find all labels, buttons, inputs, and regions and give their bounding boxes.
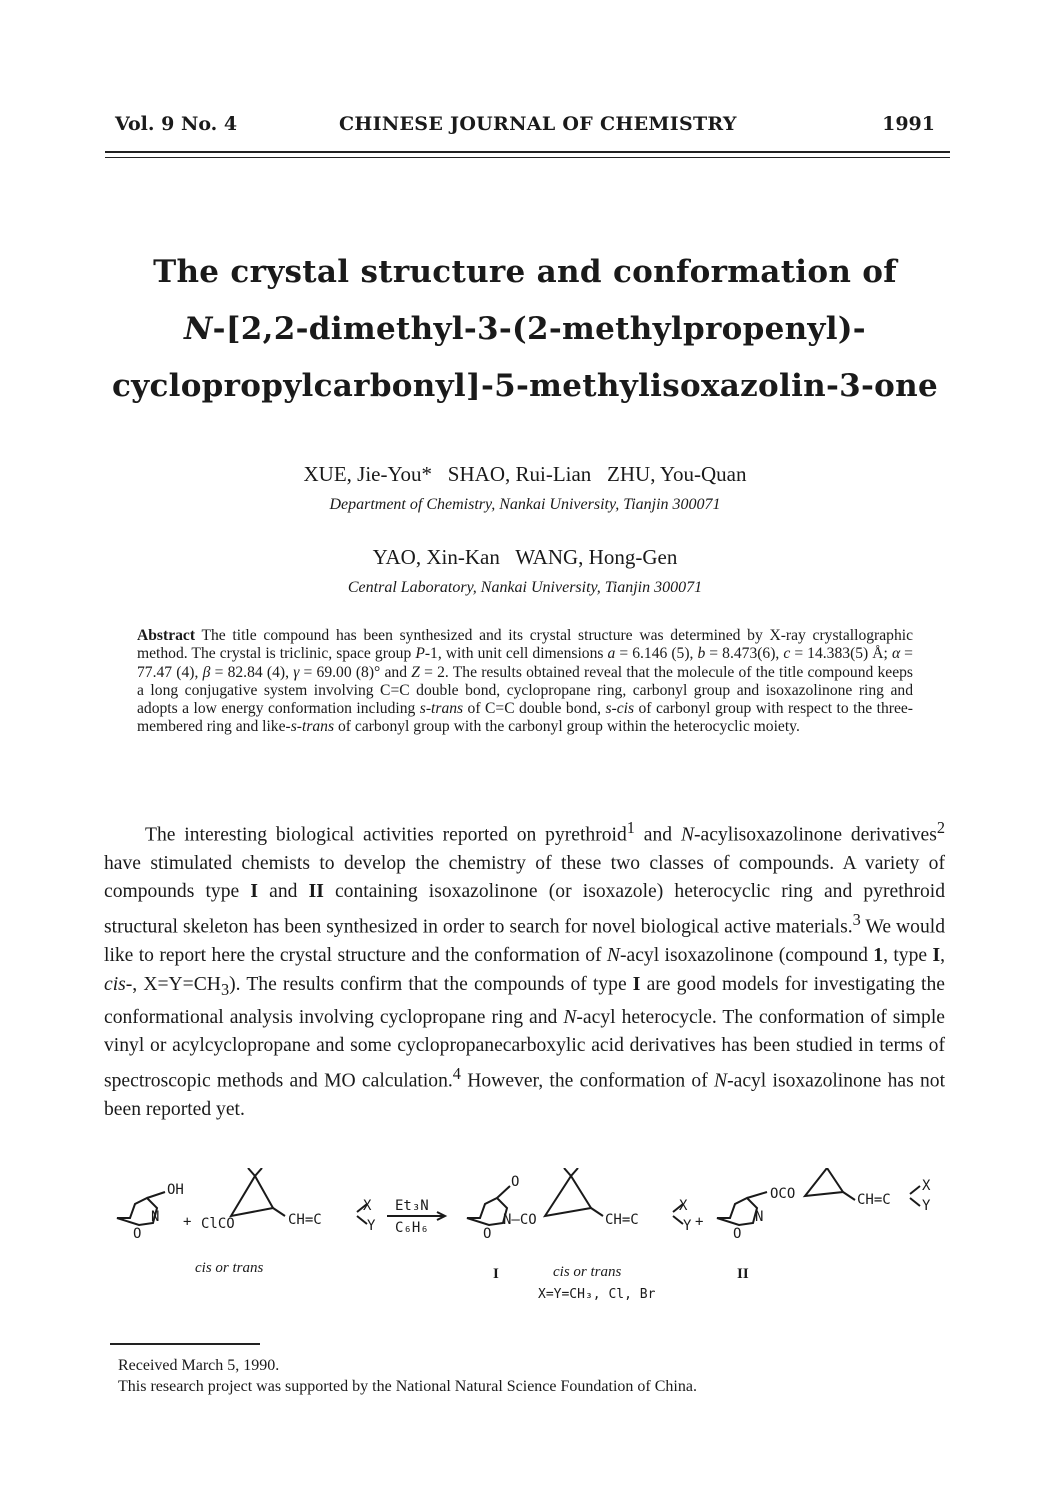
scheme-n-co: N—CO: [503, 1212, 537, 1228]
body-run: cis-: [104, 973, 133, 995]
cyclopropane-3-bond: [843, 1192, 855, 1200]
body-paragraph: [104, 814, 945, 1124]
abstract: [137, 627, 913, 737]
body-run: and: [258, 881, 309, 903]
ring-3-bond: [717, 1198, 757, 1225]
body-run: However, the conformation of: [460, 1070, 715, 1092]
scheme-o-ring-1: O: [133, 1226, 142, 1242]
body-run: I: [632, 973, 641, 995]
body-run: and: [634, 824, 681, 846]
author-group-1: XUE, Jie-You* SHAO, Rui-Lian ZHU, You-Quan: [303, 462, 747, 486]
ref-superscript: 2: [936, 818, 945, 837]
body-run: containing isoxazolinone (or isoxazole) heterocyclic ring and pyrethroid structural skeleton has been synthesized in order to search for novel biological active materials.: [104, 881, 946, 938]
scheme-oh: OH: [167, 1182, 184, 1198]
ref-superscript: 4: [452, 1064, 461, 1084]
body-run: -acyl isoxazolinone has not been reported yet.: [104, 1070, 946, 1121]
header-rule-thin: [105, 157, 950, 158]
scheme-y-3: Y: [922, 1198, 931, 1214]
oh-bond: [147, 1192, 165, 1198]
scheme-plus-1: +: [183, 1214, 192, 1230]
carbonyl-bond: [497, 1186, 510, 1198]
footnote-support: This research project was supported by the National Natural Science Foundation of China.: [118, 1378, 697, 1395]
abstract-text: = 6.146 (5),: [615, 645, 698, 663]
abstract-text: of carbonyl group with respect to the three-membered ring and like-: [137, 700, 913, 736]
abstract-text: of C=C double bond,: [463, 700, 606, 718]
scheme-y-2: Y: [683, 1218, 692, 1234]
body-run: N: [563, 1006, 577, 1028]
title-line-2: [100, 301, 950, 358]
scheme-o-ring-3: O: [733, 1226, 742, 1242]
body-run: We would like to report here the crystal structure and the conformation of: [104, 916, 945, 967]
cyclopropane-2-methyls: [564, 1168, 578, 1176]
body-run: N: [680, 824, 695, 846]
scheme-x-2: X: [679, 1198, 688, 1214]
abstract-text: s-cis: [605, 700, 635, 718]
body-run: The interesting biological activities reported on pyrethroid: [145, 824, 627, 846]
abstract-text: a: [607, 645, 616, 663]
abstract-text: = 82.84 (4),: [210, 663, 294, 681]
body-run: -acyl isoxazolinone (compound: [619, 945, 874, 967]
abstract-text: = 2. The results obtained reveal that the molecule of the title compound keeps a long conjugative system involving C=C double bond, cyclopropane ring, carbonyl group and isoxazolinone ring and adopts a low energy conformation including: [137, 663, 913, 718]
body-run: , type: [883, 945, 933, 967]
body-run: , X=Y=CH: [132, 973, 221, 995]
scheme-x-1: X: [363, 1198, 372, 1214]
abstract-label: Abstract: [137, 627, 196, 644]
scheme-reagent-top: Et₃N: [395, 1198, 429, 1214]
abstract-text: = 77.47 (4),: [137, 645, 913, 681]
body-run: -acyl heterocycle. The conformation of simple vinyl or acylcyclopropane and some cyclopropanecarboxylic acid derivatives has been studied in terms of spectroscopic methods and MO calculation.: [104, 1006, 945, 1092]
scheme-substituents: X=Y=CH₃, Cl, Br: [538, 1287, 656, 1302]
abstract-text: = 8.473(6),: [705, 645, 784, 663]
abstract-text: γ: [293, 663, 300, 681]
year: 1991: [882, 113, 935, 135]
ref-superscript: 1: [626, 818, 635, 837]
volume-issue: Vol. 9 No. 4: [115, 113, 238, 135]
body-run: ). The results confirm that the compounds of type: [229, 973, 633, 995]
abstract-text: s-trans: [419, 700, 464, 718]
abstract-text: α: [891, 645, 901, 663]
abstract-text: c: [783, 645, 791, 663]
scheme-clco: ClCO: [201, 1216, 235, 1232]
scheme-y-1: Y: [367, 1218, 376, 1234]
abstract-text: s-trans: [290, 718, 335, 736]
author-group-2: YAO, Xin-Kan WANG, Hong-Gen: [372, 545, 678, 569]
body-run: II: [308, 881, 324, 903]
body-run: N: [606, 945, 620, 967]
ring-2-bond: [467, 1198, 507, 1225]
body-run: 3: [220, 979, 230, 999]
oco-bond: [747, 1192, 767, 1198]
body-run: 1: [873, 945, 884, 967]
body-run: have stimulated chemists to develop the chemistry of these two classes of compounds. A variety of compounds type: [104, 852, 945, 903]
vinyl-3-branch: [910, 1186, 920, 1206]
scheme-ch-eq-c-3: CH=C: [857, 1192, 891, 1208]
abstract-text: of carbonyl group with the carbonyl group within the heterocyclic moiety.: [334, 718, 800, 736]
scheme-o-carbonyl: O: [511, 1174, 520, 1190]
scheme-label-cis-trans-2: cis or trans: [553, 1264, 622, 1280]
abstract-text: Z: [411, 663, 420, 681]
body-run: I: [932, 945, 941, 967]
scheme-n-ring-1: N: [151, 1209, 160, 1225]
body-run: are good models for investigating the conformational analysis involving cyclopropane ring and: [104, 973, 945, 1028]
header-rule-thick: [105, 151, 950, 153]
cyclopropane-3: [805, 1168, 843, 1196]
scheme-n-ring-3: N: [755, 1209, 764, 1225]
affiliation-1: Department of Chemistry, Nankai University, Tianjin 300071: [329, 496, 721, 513]
scheme-reagent-bottom: C₆H₆: [395, 1220, 429, 1236]
title-line-1: The crystal structure and conformation of: [153, 254, 897, 290]
abstract-text: The title compound has been synthesized and its crystal structure was determined by X-ray crystallographic method. The crystal is triclinic, space group: [137, 627, 913, 663]
abstract-text: P: [415, 645, 425, 663]
journal-name: CHINESE JOURNAL OF CHEMISTRY: [339, 113, 737, 135]
reaction-scheme: [105, 1168, 950, 1308]
cyclopropane-1-methyls: [248, 1168, 262, 1176]
abstract-text: b: [697, 645, 706, 663]
scheme-o-ring-2: O: [483, 1226, 492, 1242]
cyclopropane-1-bond: [273, 1208, 285, 1216]
footnote-received: Received March 5, 1990.: [118, 1357, 280, 1374]
abstract-text: = 69.00 (8)° and: [299, 663, 412, 681]
abstract-text: = 14.383(5) Å;: [790, 645, 892, 663]
body-run: ,: [940, 945, 945, 967]
cyclopropane-2-bond: [591, 1208, 603, 1216]
scheme-x-3: X: [922, 1178, 931, 1194]
body-text: [104, 814, 945, 1124]
cyclopropane-1: [231, 1176, 273, 1216]
body-run: I: [250, 881, 258, 903]
cyclopropane-2: [545, 1176, 591, 1216]
body-run: N: [714, 1070, 728, 1092]
affiliation-2: Central Laboratory, Nankai University, Tianjin 300071: [347, 579, 703, 596]
scheme-oco: OCO: [770, 1186, 796, 1202]
scheme-ch-eq-c-2: CH=C: [605, 1212, 639, 1228]
ref-superscript: 3: [852, 910, 861, 930]
abstract-text: β: [202, 663, 211, 681]
scheme-ch-eq-c-1: CH=C: [288, 1212, 322, 1228]
body-run: -acylisoxazolinone derivatives: [694, 824, 937, 846]
footnote-rule: [110, 1343, 260, 1345]
abstract-text: -1, with unit cell dimensions: [424, 645, 608, 663]
title-n-italic: N: [184, 311, 213, 347]
title-line-2-rest: -[2,2-dimethyl-3-(2-methylpropenyl)-: [212, 311, 866, 347]
scheme-label-ii: II: [737, 1266, 749, 1282]
scheme-plus-2: +: [695, 1214, 704, 1230]
scheme-label-cis-trans-1: cis or trans: [195, 1260, 264, 1276]
running-header: [115, 113, 935, 143]
scheme-label-i: I: [493, 1266, 499, 1282]
paper-title: [100, 244, 950, 415]
title-line-3: cyclopropylcarbonyl]-5-methylisoxazolin-3-one: [111, 368, 939, 404]
